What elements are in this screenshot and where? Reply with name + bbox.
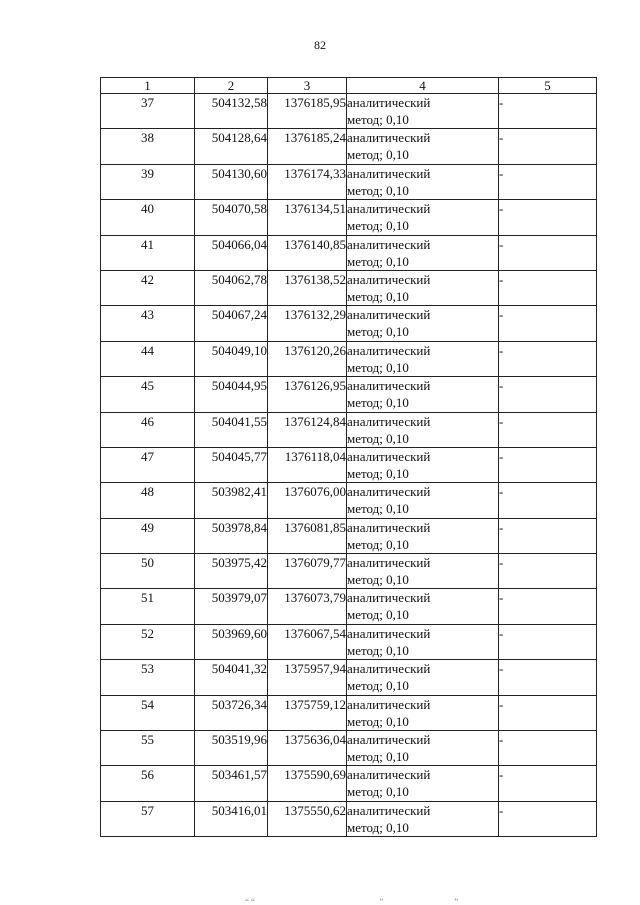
method-line-1: аналитический: [347, 555, 431, 571]
table-row: [101, 129, 597, 164]
method-line-2: метод; 0,10: [347, 182, 409, 198]
point-number-cell: 44: [101, 341, 195, 376]
method-cell: [347, 200, 499, 235]
x-coordinate-cell: 504041,32: [195, 660, 268, 695]
method-cell: [347, 377, 499, 412]
table-row: [101, 518, 597, 553]
note-cell: -: [499, 624, 597, 659]
x-coordinate-cell: 504130,60: [195, 164, 268, 199]
page-number: 82: [314, 38, 326, 52]
point-number-cell: 53: [101, 660, 195, 695]
method-line-2: метод; 0,10: [347, 218, 409, 234]
point-number-cell: 57: [101, 801, 195, 836]
method-line-2: метод; 0,10: [347, 678, 409, 694]
header-col-2: 2: [195, 78, 268, 94]
point-number-cell: 50: [101, 554, 195, 589]
method-line-1: аналитический: [347, 696, 431, 712]
method-line-1: аналитический: [347, 236, 431, 252]
method-cell: [347, 306, 499, 341]
y-coordinate-cell: 1375759,12: [268, 695, 347, 730]
method-line-2: метод; 0,10: [347, 465, 409, 481]
method-line-2: метод; 0,10: [347, 607, 409, 623]
method-cell: [347, 129, 499, 164]
table-row: [101, 589, 597, 624]
method-cell: [347, 341, 499, 376]
table-row: [101, 766, 597, 801]
point-number-cell: 48: [101, 483, 195, 518]
method-line-1: аналитический: [347, 130, 431, 146]
point-number-cell: 40: [101, 200, 195, 235]
header-col-4: 4: [347, 78, 499, 94]
method-line-2: метод; 0,10: [347, 288, 409, 304]
method-line-1: аналитический: [347, 342, 431, 358]
y-coordinate-cell: 1376126,95: [268, 377, 347, 412]
y-coordinate-cell: 1376067,54: [268, 624, 347, 659]
method-line-1: аналитический: [347, 307, 431, 323]
x-coordinate-cell: 503519,96: [195, 731, 268, 766]
method-line-2: метод; 0,10: [347, 819, 409, 835]
x-coordinate-cell: 504128,64: [195, 129, 268, 164]
point-number-cell: 45: [101, 377, 195, 412]
y-coordinate-cell: 1376138,52: [268, 270, 347, 305]
note-cell: -: [499, 447, 597, 482]
method-line-2: метод; 0,10: [347, 112, 409, 127]
method-line-2: метод; 0,10: [347, 784, 409, 800]
point-number-cell: 46: [101, 412, 195, 447]
header-row: [101, 78, 597, 94]
x-coordinate-cell: 503461,57: [195, 766, 268, 801]
method-line-1: аналитический: [347, 732, 431, 748]
table-row: [101, 731, 597, 766]
table-row: [101, 554, 597, 589]
footer-watermark: [245, 896, 485, 905]
point-number-cell: 54: [101, 695, 195, 730]
note-cell: -: [499, 801, 597, 836]
note-cell: -: [499, 164, 597, 199]
y-coordinate-cell: 1376124,84: [268, 412, 347, 447]
method-line-2: метод; 0,10: [347, 359, 409, 375]
header-col-1: 1: [101, 78, 195, 94]
method-cell: [347, 447, 499, 482]
point-number-cell: 43: [101, 306, 195, 341]
method-cell: [347, 766, 499, 801]
method-cell: [347, 412, 499, 447]
note-cell: -: [499, 589, 597, 624]
table-row: [101, 624, 597, 659]
method-line-1: аналитический: [347, 484, 431, 500]
x-coordinate-cell: 504132,58: [195, 94, 268, 129]
method-cell: [347, 270, 499, 305]
table-row: [101, 660, 597, 695]
method-cell: [347, 518, 499, 553]
point-number-cell: 42: [101, 270, 195, 305]
coordinates-table: [100, 77, 597, 837]
x-coordinate-cell: 504041,55: [195, 412, 268, 447]
table-row: [101, 695, 597, 730]
y-coordinate-cell: 1376076,00: [268, 483, 347, 518]
note-cell: -: [499, 695, 597, 730]
method-line-1: аналитический: [347, 271, 431, 287]
point-number-cell: 39: [101, 164, 195, 199]
point-number-cell: 51: [101, 589, 195, 624]
footer-watermark-graphic: [245, 896, 485, 905]
y-coordinate-cell: 1376140,85: [268, 235, 347, 270]
table-row: [101, 200, 597, 235]
method-line-1: аналитический: [347, 201, 431, 217]
y-coordinate-cell: 1376073,79: [268, 589, 347, 624]
y-coordinate-cell: 1375590,69: [268, 766, 347, 801]
table-row: [101, 377, 597, 412]
table-header: [101, 78, 597, 94]
note-cell: -: [499, 200, 597, 235]
method-cell: [347, 235, 499, 270]
y-coordinate-cell: 1375550,62: [268, 801, 347, 836]
point-number-cell: 49: [101, 518, 195, 553]
y-coordinate-cell: 1376185,95: [268, 94, 347, 129]
x-coordinate-cell: 504066,04: [195, 235, 268, 270]
x-coordinate-cell: 503978,84: [195, 518, 268, 553]
y-coordinate-cell: 1376120,26: [268, 341, 347, 376]
method-line-1: аналитический: [347, 448, 431, 464]
y-coordinate-cell: 1376132,29: [268, 306, 347, 341]
y-coordinate-cell: 1376079,77: [268, 554, 347, 589]
method-line-1: аналитический: [347, 661, 431, 677]
method-line-2: метод; 0,10: [347, 713, 409, 729]
method-cell: [347, 164, 499, 199]
table-row: [101, 270, 597, 305]
method-line-2: метод; 0,10: [347, 147, 409, 163]
note-cell: -: [499, 306, 597, 341]
x-coordinate-cell: 504044,95: [195, 377, 268, 412]
method-line-1: аналитический: [347, 767, 431, 783]
method-line-1: аналитический: [347, 625, 431, 641]
note-cell: -: [499, 518, 597, 553]
x-coordinate-cell: 503416,01: [195, 801, 268, 836]
note-cell: -: [499, 731, 597, 766]
table-row: [101, 164, 597, 199]
y-coordinate-cell: 1376185,24: [268, 129, 347, 164]
method-line-1: аналитический: [347, 590, 431, 606]
method-cell: [347, 483, 499, 518]
y-coordinate-cell: 1375636,04: [268, 731, 347, 766]
method-line-2: метод; 0,10: [347, 536, 409, 552]
x-coordinate-cell: 503975,42: [195, 554, 268, 589]
note-cell: -: [499, 129, 597, 164]
method-cell: [347, 660, 499, 695]
point-number-cell: 38: [101, 129, 195, 164]
y-coordinate-cell: 1376118,04: [268, 447, 347, 482]
table-row: [101, 235, 597, 270]
y-coordinate-cell: 1376134,51: [268, 200, 347, 235]
method-cell: [347, 731, 499, 766]
method-cell: [347, 589, 499, 624]
note-cell: -: [499, 235, 597, 270]
note-cell: -: [499, 377, 597, 412]
x-coordinate-cell: 504049,10: [195, 341, 268, 376]
method-line-1: аналитический: [347, 802, 431, 818]
table-row: [101, 447, 597, 482]
header-col-5: 5: [499, 78, 597, 94]
y-coordinate-cell: 1375957,94: [268, 660, 347, 695]
table-row: [101, 801, 597, 836]
note-cell: -: [499, 94, 597, 129]
method-line-2: метод; 0,10: [347, 749, 409, 765]
method-line-1: аналитический: [347, 519, 431, 535]
note-cell: -: [499, 341, 597, 376]
method-line-1: аналитический: [347, 95, 431, 110]
note-cell: -: [499, 660, 597, 695]
y-coordinate-cell: 1376081,85: [268, 518, 347, 553]
table-row: [101, 94, 597, 129]
svg-text:““ _ _ _ _ _ _ _ _ _ _ _ ” _ _: ““ _ _ _ _ _ _ _ _ _ _ _ ” _ _ _ _ _ _ ”: [245, 897, 461, 905]
point-number-cell: 55: [101, 731, 195, 766]
point-number-cell: 52: [101, 624, 195, 659]
note-cell: -: [499, 766, 597, 801]
x-coordinate-cell: 504045,77: [195, 447, 268, 482]
y-coordinate-cell: 1376174,33: [268, 164, 347, 199]
method-cell: [347, 94, 499, 129]
method-line-2: метод; 0,10: [347, 430, 409, 446]
x-coordinate-cell: 503982,41: [195, 483, 268, 518]
method-cell: [347, 554, 499, 589]
method-line-1: аналитический: [347, 165, 431, 181]
x-coordinate-cell: 503726,34: [195, 695, 268, 730]
table-body: [101, 94, 597, 837]
method-line-1: аналитический: [347, 413, 431, 429]
x-coordinate-cell: 503979,07: [195, 589, 268, 624]
method-line-2: метод; 0,10: [347, 642, 409, 658]
point-number-cell: 47: [101, 447, 195, 482]
point-number-cell: 41: [101, 235, 195, 270]
point-number-cell: 37: [101, 94, 195, 129]
x-coordinate-cell: 504067,24: [195, 306, 268, 341]
table-row: [101, 341, 597, 376]
method-cell: [347, 695, 499, 730]
method-cell: [347, 801, 499, 836]
method-line-2: метод; 0,10: [347, 324, 409, 340]
method-line-2: метод; 0,10: [347, 501, 409, 517]
x-coordinate-cell: 504062,78: [195, 270, 268, 305]
method-line-2: метод; 0,10: [347, 253, 409, 269]
note-cell: -: [499, 270, 597, 305]
point-number-cell: 56: [101, 766, 195, 801]
method-line-2: метод; 0,10: [347, 572, 409, 588]
method-line-1: аналитический: [347, 378, 431, 394]
method-line-2: метод; 0,10: [347, 395, 409, 411]
x-coordinate-cell: 504070,58: [195, 200, 268, 235]
note-cell: -: [499, 412, 597, 447]
table-row: [101, 483, 597, 518]
note-cell: -: [499, 483, 597, 518]
x-coordinate-cell: 503969,60: [195, 624, 268, 659]
note-cell: -: [499, 554, 597, 589]
table-row: [101, 306, 597, 341]
method-cell: [347, 624, 499, 659]
header-col-3: 3: [268, 78, 347, 94]
table-row: [101, 412, 597, 447]
